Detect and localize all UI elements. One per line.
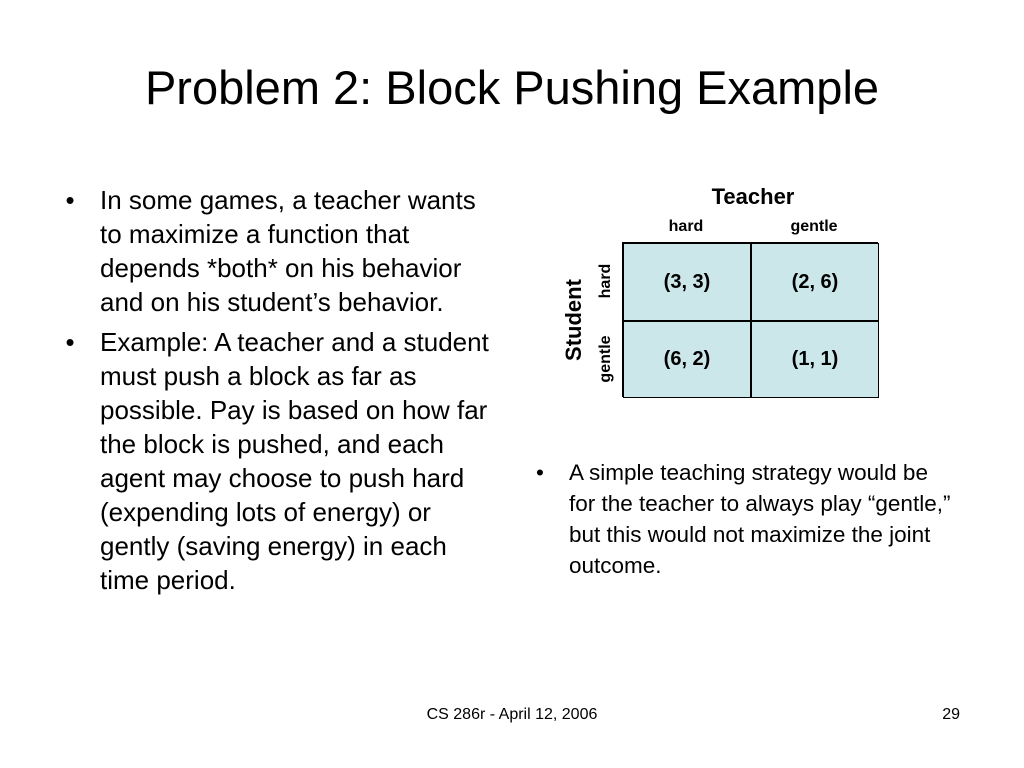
column-label-hard: hard <box>668 218 704 235</box>
payoff-cell-gentle-gentle: (1, 1) <box>751 321 879 398</box>
left-bullet-list <box>60 183 490 603</box>
bullet-dot-icon: • <box>536 460 544 485</box>
bullet-item-teaching-strategy <box>533 457 953 581</box>
row-label-hard: hard <box>597 263 614 299</box>
payoff-cell-hard-hard: (3, 3) <box>623 243 751 321</box>
bullet-text: In some games, a teacher wants to maximize a function that depends *both* on his behavior and on his student’s behavior. <box>100 185 476 317</box>
payoff-grid <box>622 242 878 397</box>
bullet-text: A simple teaching strategy would be for the teacher to always play “gentle,” but this would not maximize the joint outcome. <box>569 460 951 578</box>
bullet-item-example <box>60 325 490 597</box>
bullet-text: Example: A teacher and a student must push a block as far as possible. Pay is based on how far the block is pushed, and each agent may choose to push hard (expending lots of energy) or gently (saving energy) in each time period. <box>100 327 489 595</box>
row-label-gentle: gentle <box>597 335 614 383</box>
slide-footer: CS 286r - April 12, 2006 <box>426 706 598 723</box>
bullet-item-teacher-function <box>60 183 490 319</box>
slide-number: 29 <box>942 706 960 723</box>
payoff-cell-gentle-hard: (6, 2) <box>623 321 751 398</box>
column-player-label: Teacher <box>711 184 795 209</box>
column-label-gentle: gentle <box>790 218 838 235</box>
row-player-label: Student <box>561 279 586 361</box>
bullet-dot-icon: • <box>65 185 75 215</box>
bullet-dot-icon: • <box>65 327 75 357</box>
right-bullet-list <box>533 457 953 581</box>
slide-title: Problem 2: Block Pushing Example <box>144 61 880 114</box>
payoff-cell-hard-gentle: (2, 6) <box>751 243 879 321</box>
